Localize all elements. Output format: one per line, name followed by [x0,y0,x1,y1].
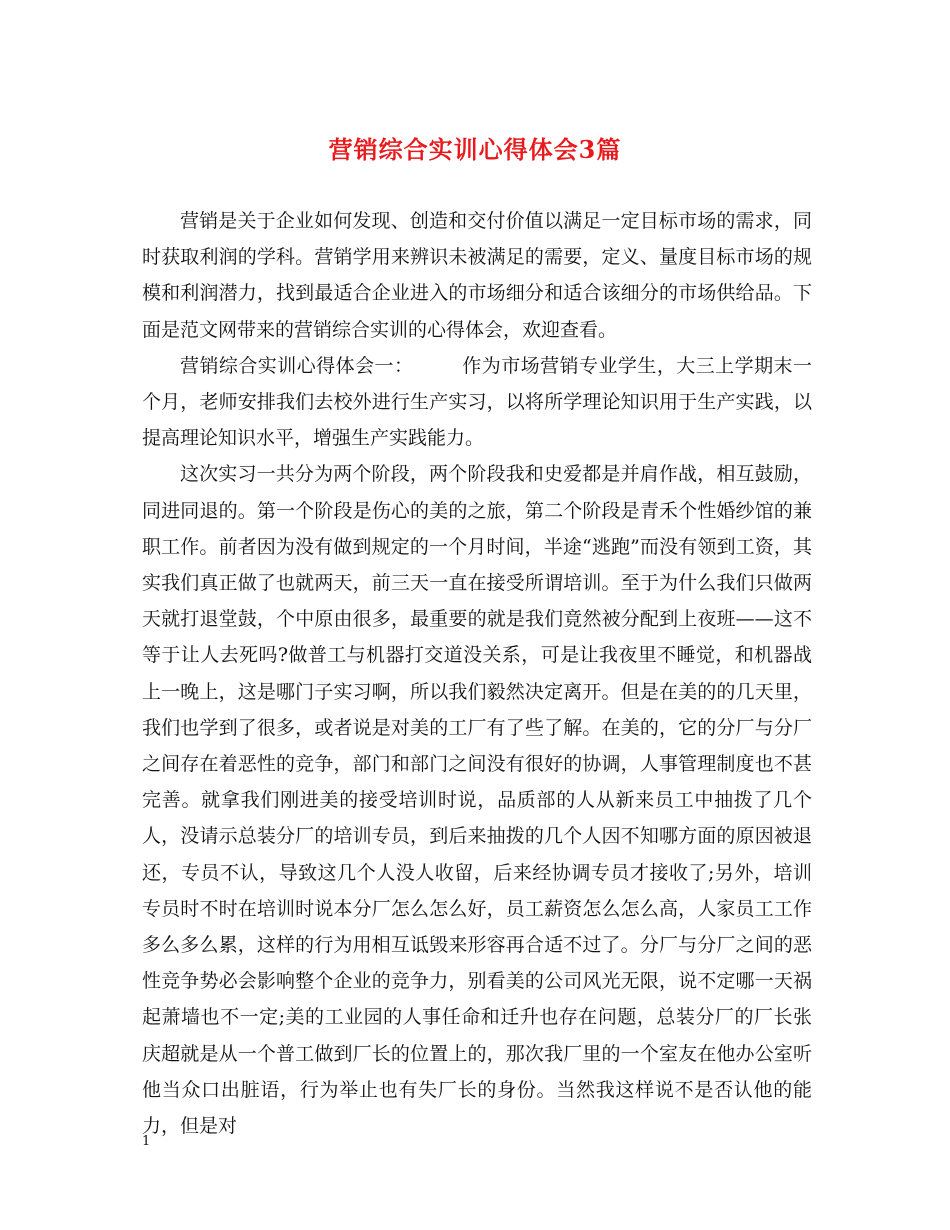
paragraph-experience-one: 营销综合实训心得体会一： 作为市场营销专业学生，大三上学期末一个月，老师安排我们去校外进行生产实习，以将所学理论知识用于生产实践，以提高理论知识水平，增强生产实践能力。 [142,354,812,450]
document-body [142,203,812,1144]
paragraph-intro: 营销是关于企业如何发现、创造和交付价值以满足一定目标市场的需求，同时获取利润的学科。营销学用来辨识未被满足的需要，定义、量度目标市场的规模和利润潜力，找到最适合企业进入的市场细分和适合该细分的市场供给品。下面是范文网带来的营销综合实训的心得体会，欢迎查看。 [142,210,812,341]
document-title: 营销综合实训心得体会3篇 [328,135,622,164]
page-number: 1 [142,1134,151,1149]
paragraph-internship-stages: 这次实习一共分为两个阶段，两个阶段我和史爱都是并肩作战，相互鼓励，同进同退的。第一个阶段是伤心的美的之旅，第二个阶段是青禾个性婚纱馆的兼职工作。前者因为没有做到规定的一个月时间，半途“逃跑”而没有领到工资，其实我们真正做了也就两天，前三天一直在接受所谓培训。至于为什么我们只做两天就打退堂鼓，个中原由很多，最重要的就是我们竟然被分配到上夜班——这不等于让人去死吗?做普工与机器打交道没关系，可是让我夜里不睡觉，和机器战上一晚上，这是哪门子实习啊，所以我们毅然决定离开。但是在美的的几天里，我们也学到了很多，或者说是对美的工厂有了些了解。在美的，它的分厂与分厂之间存在着恶性的竞争，部门和部门之间没有很好的协调，人事管理制度也不甚完善。就拿我们刚进美的接受培训时说，品质部的人从新来员工中抽拨了几个人，没请示总装分厂的培训专员，到后来抽拨的几个人因不知哪方面的原因被退还，专员不认，导致这几个人没人收留，后来经协调专员才接收了;另外，培训专员时不时在培训时说本分厂怎么怎么好，员工薪资怎么怎么高，人家员工工作多么多么累，这样的行为用相互诋毁来形容再合适不过了。分厂与分厂之间的恶性竞争势必会影响整个企业的竞争力，别看美的公司风光无限，说不定哪一天祸起萧墙也不一定;美的工业园的人事任命和迁升也存在问题，总装分厂的厂长张庆超就是从一个普工做到厂长的位置上的，那次我厂里的一个室友在他办公室听他当众口出脏语，行为举止也有失厂长的身份。当然我这样说不是否认他的能力，但是对 [142,463,812,1138]
